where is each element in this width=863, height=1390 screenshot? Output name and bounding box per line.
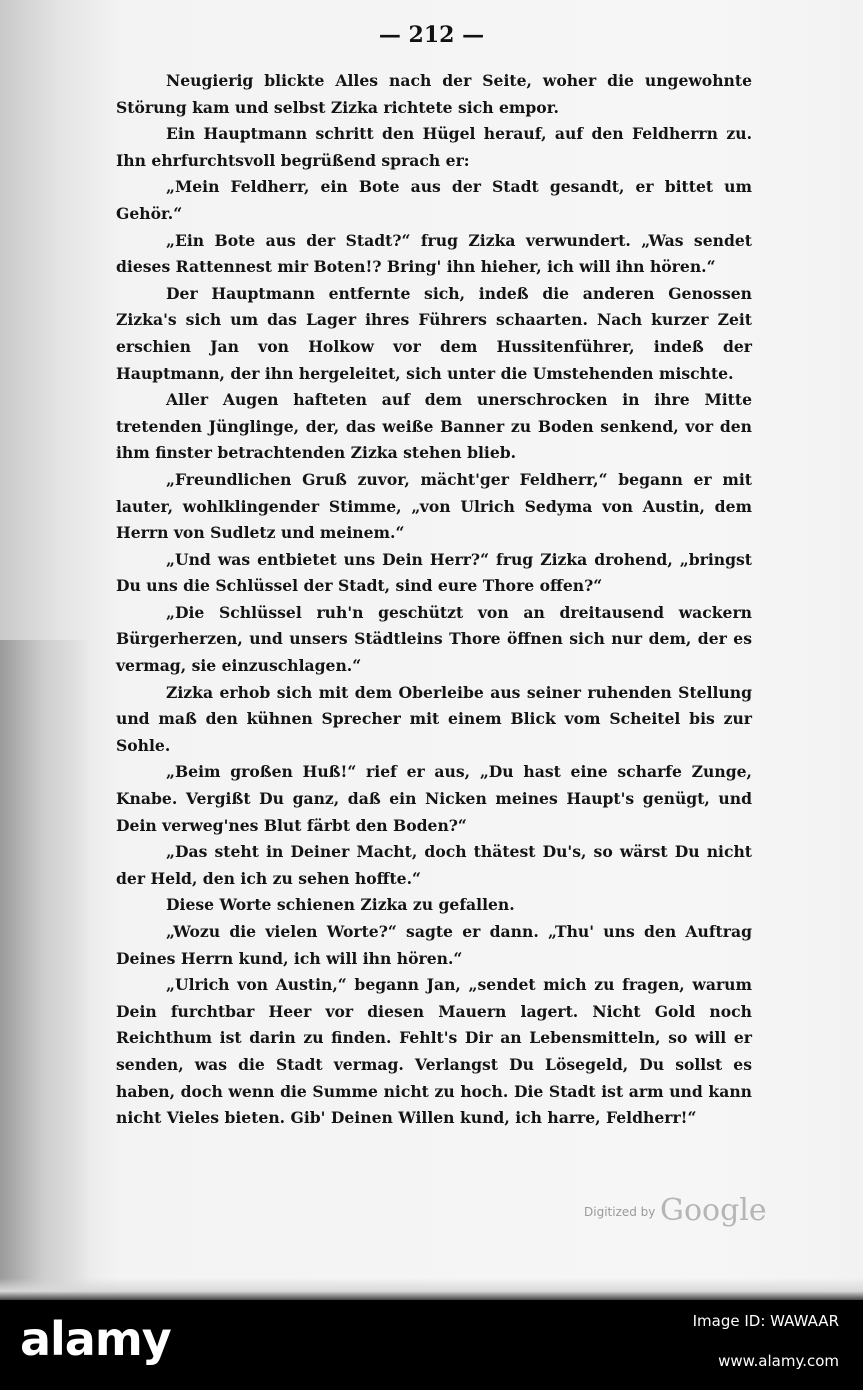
- paragraph: „Wozu die vielen Worte?“ sagte er dann. „Thu' uns den Auftrag Deines Herrn kund, ich will ihn hören.“: [116, 922, 752, 968]
- paragraph: Diese Worte schienen Zizka zu gefallen.: [166, 895, 515, 915]
- paragraph: Der Hauptmann entfernte sich, indeß die anderen Genossen Zizka's sich um das Lager ihres Führers schaarten. Nach kurzer Zeit erschien Jan von Holkow vor dem Hussitenführer, indeß der Hauptmann, der ihn hergeleitet, sich unter die Umstehenden mischte.: [116, 283, 752, 383]
- page-number: — 212 —: [378, 22, 485, 48]
- paragraph: „Freundlichen Gruß zuvor, mächt'ger Feldherr,“ begann er mit lauter, wohlklingender Stimme, „von Ulrich Sedyma von Austin, dem Herrn von Sudletz und meinem.“: [116, 469, 752, 543]
- paragraph: Zizka erhob sich mit dem Oberleibe aus seiner ruhenden Stellung und maß den kühnen Sprecher mit einem Blick vom Scheitel bis zur Sohle.: [116, 682, 752, 755]
- paragraph: „Ulrich von Austin,“ begann Jan, „sendet mich zu fragen, warum Dein furchtbar Heer vor diesen Mauern lagert. Nicht Gold noch Reichthum ist darin zu finden. Fehlt's Dir an Lebensmitteln, so will er senden, was die Stadt vermag. Verlangst Du Lösegeld, Du sollst es haben, doch wenn die Summe nicht zu hoch. Die Stadt ist arm und kann nicht Vieles bieten. Gib' Deinen Willen kund, ich harre, Feldherr!“: [116, 975, 752, 1128]
- paragraph: „Und was entbietet uns Dein Herr?“ frug Zizka drohend, „bringst Du uns die Schlüssel der Stadt, sind eure Thore offen?“: [116, 549, 752, 596]
- paragraph: „Das steht in Deiner Macht, doch thätest Du's, so wärst Du nicht der Held, den ich zu sehen hoffte.“: [116, 842, 752, 888]
- paragraph: „Ein Bote aus der Stadt?“ frug Zizka verwundert. „Was sendet dieses Rattennest mir Boten!? Bring' ihn hieher, ich will ihn hören.“: [116, 230, 752, 277]
- alamy-logo: alamy: [20, 1312, 171, 1366]
- paragraph: „Beim großen Huß!“ rief er aus, „Du hast eine scharfe Zunge, Knabe. Vergißt Du ganz, daß ein Nicken meines Haupt's genügt, und Dein verweg'nes Blut färbt den Boden?“: [116, 762, 752, 835]
- body-text: [116, 68, 752, 1132]
- paragraph: „Mein Feldherr, ein Bote aus der Stadt gesandt, er bittet um Gehör.“: [116, 177, 752, 223]
- image-id-label: Image ID: WAWAAR: [692, 1312, 839, 1330]
- google-logo: Google: [660, 1193, 767, 1228]
- paragraph: Neugierig blickte Alles nach der Seite, woher die ungewohnte Störung kam und selbst Zizka richtete sich empor.: [116, 71, 752, 117]
- paragraph: Aller Augen hafteten auf dem unerschrocken in ihre Mitte tretenden Jünglinge, der, das weiße Banner zu Boden senkend, vor den ihm finster betrachtenden Zizka stehen blieb.: [116, 390, 752, 463]
- paragraph: Ein Hauptmann schritt den Hügel herauf, auf den Feldherrn zu. Ihn ehrfurchtsvoll begrüßend sprach er:: [116, 124, 752, 170]
- page-edge-shadow: [0, 1278, 863, 1300]
- site-url-label: www.alamy.com: [718, 1352, 839, 1370]
- digitized-by-label: Digitized by: [584, 1205, 656, 1219]
- paragraph: „Die Schlüssel ruh'n geschützt von an dreitausend wackern Bürgerherzen, und unsers Städtleins Thore öffnen sich nur dem, der es vermag, sie einzuschlagen.“: [116, 602, 752, 676]
